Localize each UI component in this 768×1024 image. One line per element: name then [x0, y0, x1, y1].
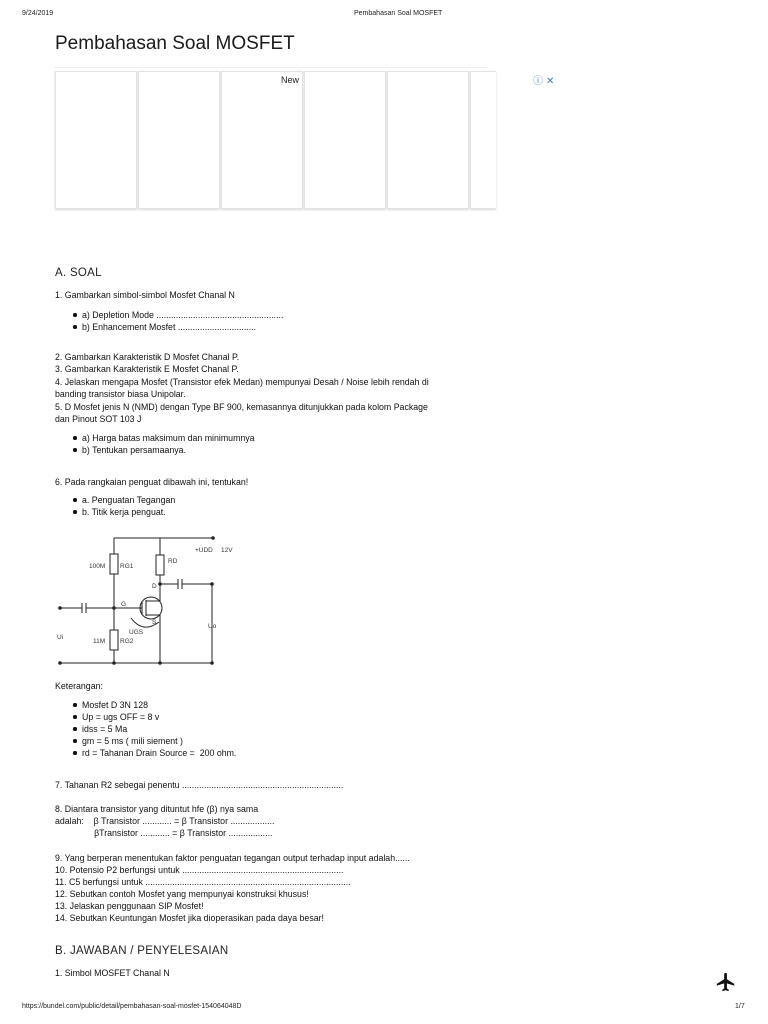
- airplane-icon[interactable]: [713, 971, 739, 993]
- print-date: 9/24/2019: [22, 10, 54, 17]
- keterangan-heading: Keterangan:: [55, 681, 103, 691]
- list-item: b. Titik kerja penguat.: [82, 507, 166, 517]
- list-item: a. Penguatan Tegangan: [82, 495, 176, 505]
- question-4-cont: banding transistor biasa Unipolar.: [55, 389, 186, 399]
- list-item: Up = ugs OFF = 8 v: [82, 712, 160, 722]
- gate-label: G: [121, 601, 127, 608]
- question-14: 14. Sebutkan Keuntungan Mosfet jika dioperasikan pada daya besar!: [55, 913, 324, 923]
- list-item: a) Harga batas maksimum dan minimumnya: [82, 433, 255, 443]
- question-3: 3. Gambarkan Karakteristik E Mosfet Chanal P.: [55, 364, 239, 374]
- question-10: 10. Potensio P2 berfungsi untuk ..................................................................: [55, 865, 344, 875]
- section-a-heading: A. SOAL: [55, 267, 102, 279]
- question-9: 9. Yang berperan menentukan faktor penguatan tegangan output terhadap input adalah......: [55, 853, 410, 863]
- question-11: 11. C5 berfungsi untuk ....................................................................................: [55, 877, 351, 887]
- question-12: 12. Sebutkan contoh Mosfet yang mempunyai konstruksi khusus!: [55, 889, 309, 899]
- close-icon[interactable]: ✕: [546, 76, 555, 87]
- footer-url[interactable]: https://bundel.com/public/detail/pembahasan-soal-mosfet-154064048D: [22, 1003, 242, 1010]
- question-4: 4. Jelaskan mengapa Mosfet (Transistor efek Medan) mempunyai Desah / Noise lebih rendah di: [55, 377, 429, 387]
- question-7: 7. Tahanan R2 sebegai penentu ..................................................................: [55, 780, 344, 790]
- ad-controls: [533, 72, 557, 87]
- ad-label: New: [281, 75, 300, 85]
- question-8: 8. Diantara transistor yang dituntut hfe (β) nya sama: [55, 804, 259, 814]
- question-5-cont: dan Pinout SOT 103 J: [55, 414, 142, 424]
- list-item: Mosfet D 3N 128: [82, 700, 149, 710]
- ad-tile[interactable]: [138, 71, 220, 209]
- answer-1: 1. Simbol MOSFET Chanal N: [55, 968, 170, 978]
- ugs-label: UGS: [129, 629, 144, 636]
- list-item: b) Tentukan persamaanya.: [82, 445, 186, 455]
- question-5: 5. D Mosfet jenis N (NMD) dengan Type BF 900, kemasannya ditunjukkan pada kolom Package: [55, 402, 428, 412]
- question-13: 13. Jelaskan penggunaan SIP Mosfet!: [55, 901, 204, 911]
- page-title: Pembahasan Soal MOSFET: [55, 33, 295, 54]
- vdd-label: +UDD: [195, 547, 213, 554]
- print-doc-title: Pembahasan Soal MOSFET: [354, 10, 443, 17]
- title-divider: [55, 67, 487, 68]
- list-item: b) Enhancement Mosfet ................................: [82, 322, 257, 332]
- page-number: 1/7: [735, 1003, 745, 1010]
- rd-label: RD: [168, 558, 178, 565]
- info-icon[interactable]: ⓘ: [533, 76, 543, 87]
- list-item: a) Depletion Mode ....................................................: [82, 310, 284, 320]
- question-2: 2. Gambarkan Karakteristik D Mosfet Chanal P.: [55, 352, 240, 362]
- mosfet-amplifier-circuit: [55, 530, 245, 670]
- input-voltage-label: Ui: [57, 634, 64, 641]
- question-6: 6. Pada rangkaian penguat dibawah ini, tentukan!: [55, 477, 249, 487]
- r1-label: RG1: [120, 563, 134, 570]
- ad-tile[interactable]: [387, 71, 469, 209]
- ad-tile[interactable]: [55, 71, 137, 209]
- output-voltage-label: Uo: [208, 623, 217, 630]
- vdd-value: 12V: [221, 547, 233, 554]
- question-1: 1. Gambarkan simbol-simbol Mosfet Chanal N: [55, 290, 235, 300]
- list-item: gm = 5 ms ( mili siement ): [82, 736, 183, 746]
- ad-tile[interactable]: [221, 71, 303, 209]
- r1-value: 100M: [89, 563, 106, 570]
- ad-tile[interactable]: [470, 71, 496, 209]
- drain-label: D: [152, 583, 157, 590]
- list-item: rd = Tahanan Drain Source = 200 ohm.: [82, 748, 237, 758]
- question-8-line2: adalah: β Transistor ............ = β Transistor ..................: [55, 816, 275, 826]
- ad-tile[interactable]: [304, 71, 386, 209]
- r2-label: RG2: [120, 638, 134, 645]
- r2-value: 11M: [93, 638, 106, 645]
- list-item: idss = 5 Ma: [82, 724, 128, 734]
- section-b-heading: B. JAWABAN / PENYELESAIAN: [55, 945, 229, 957]
- ad-banner[interactable]: [55, 71, 495, 209]
- question-8-line3: βTransistor ............ = β Transistor ..................: [55, 828, 273, 838]
- source-label: S: [152, 619, 157, 626]
